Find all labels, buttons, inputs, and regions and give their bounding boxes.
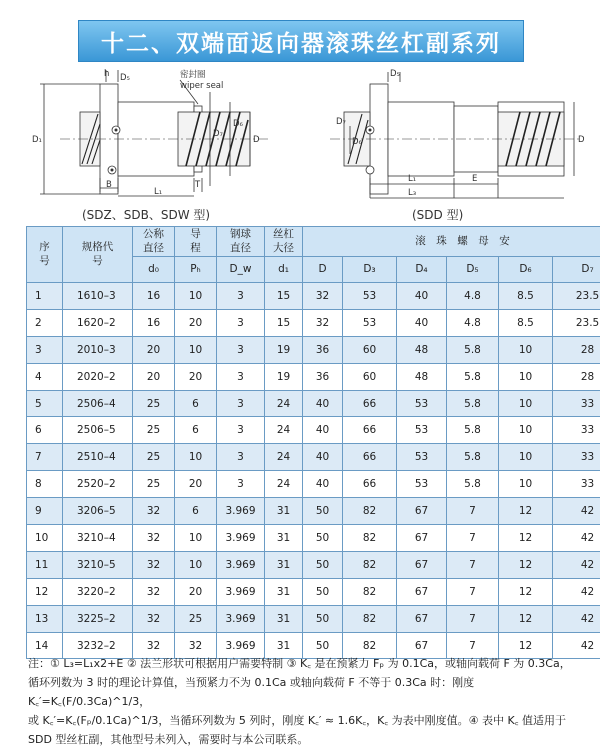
label-L1: L₁	[408, 174, 417, 184]
table-cell: 82	[343, 551, 397, 578]
spec-table	[26, 226, 600, 659]
table-cell: 15	[265, 309, 303, 336]
table-cell: 1	[27, 283, 63, 310]
label-D5: D₅	[120, 73, 130, 83]
table-cell: 5.8	[447, 336, 499, 363]
table-cell: 31	[265, 632, 303, 659]
table-cell: 4	[27, 363, 63, 390]
table-cell: 40	[397, 283, 447, 310]
table-cell: 31	[265, 551, 303, 578]
table-cell: 3	[217, 363, 265, 390]
table-cell: 9	[27, 498, 63, 525]
table-cell: 82	[343, 498, 397, 525]
table-cell: 19	[265, 363, 303, 390]
table-cell: 2510–4	[63, 444, 133, 471]
table-cell: 7	[447, 578, 499, 605]
table-cell: 42	[553, 578, 600, 605]
table-cell: 2	[27, 309, 63, 336]
table-cell: 10	[499, 417, 553, 444]
table-cell: 3225–2	[63, 605, 133, 632]
table-row	[27, 525, 600, 552]
table-cell: 12	[499, 578, 553, 605]
table-cell: 14	[27, 632, 63, 659]
table-cell: 12	[499, 525, 553, 552]
table-cell: 5.8	[447, 363, 499, 390]
table-row	[27, 498, 600, 525]
table-cell: 7	[27, 444, 63, 471]
table-cell: 53	[397, 471, 447, 498]
table-cell: 40	[303, 417, 343, 444]
table-cell: 10	[175, 525, 217, 552]
right-diagram-caption: (SDD 型)	[412, 208, 464, 222]
table-cell: 3.969	[217, 525, 265, 552]
header-sym-d0: d₀	[133, 257, 175, 283]
label-D5: D₅	[390, 69, 400, 79]
table-cell: 48	[397, 363, 447, 390]
spec-table-body	[27, 283, 600, 659]
table-cell: 6	[175, 390, 217, 417]
table-cell: 25	[175, 605, 217, 632]
page-title: 十二、双端面返向器滚珠丝杠副系列	[78, 20, 524, 62]
table-cell: 24	[265, 390, 303, 417]
table-cell: 66	[343, 471, 397, 498]
table-cell: 2020–2	[63, 363, 133, 390]
header-dw: 钢球直径	[217, 227, 265, 257]
table-cell: 10	[499, 363, 553, 390]
table-cell: 25	[133, 417, 175, 444]
table-cell: 67	[397, 525, 447, 552]
table-cell: 10	[499, 444, 553, 471]
table-cell: 16	[133, 283, 175, 310]
table-cell: 36	[303, 336, 343, 363]
table-cell: 3.969	[217, 551, 265, 578]
table-cell: 50	[303, 498, 343, 525]
table-cell: 2010–3	[63, 336, 133, 363]
table-cell: 33	[553, 390, 600, 417]
table-cell: 3.969	[217, 632, 265, 659]
table-row	[27, 309, 600, 336]
table-cell: 32	[133, 632, 175, 659]
table-cell: 8.5	[499, 309, 553, 336]
header-sym-D3: D₃	[343, 257, 397, 283]
label-D7: D₇	[336, 117, 346, 127]
label-L1: L₁	[154, 187, 163, 197]
table-cell: 12	[499, 632, 553, 659]
table-cell: 24	[265, 471, 303, 498]
label-D: D	[578, 135, 585, 145]
table-cell: 31	[265, 605, 303, 632]
table-cell: 82	[343, 605, 397, 632]
table-cell: 20	[175, 471, 217, 498]
table-row	[27, 363, 600, 390]
table-cell: 10	[499, 390, 553, 417]
table-cell: 42	[553, 632, 600, 659]
table-cell: 67	[397, 551, 447, 578]
table-cell: 3	[217, 444, 265, 471]
table-cell: 5.8	[447, 444, 499, 471]
table-cell: 23.5	[553, 309, 600, 336]
table-cell: 3	[217, 417, 265, 444]
header-sym-D4: D₄	[397, 257, 447, 283]
header-sym-d1: d₁	[265, 257, 303, 283]
table-cell: 19	[265, 336, 303, 363]
table-cell: 10	[175, 283, 217, 310]
table-row	[27, 444, 600, 471]
table-cell: 5.8	[447, 417, 499, 444]
table-cell: 48	[397, 336, 447, 363]
table-row	[27, 390, 600, 417]
header-code: 规格代号	[63, 227, 133, 283]
table-cell: 20	[175, 309, 217, 336]
table-cell: 5.8	[447, 390, 499, 417]
table-cell: 7	[447, 605, 499, 632]
header-sym-D: D	[303, 257, 343, 283]
label-B: B	[106, 180, 112, 190]
header-ph: 导程	[175, 227, 217, 257]
table-cell: 6	[175, 417, 217, 444]
table-cell: 32	[303, 309, 343, 336]
table-row	[27, 605, 600, 632]
table-cell: 3210–5	[63, 551, 133, 578]
table-cell: 32	[133, 525, 175, 552]
header-no: 序号	[27, 227, 63, 283]
table-cell: 1610–3	[63, 283, 133, 310]
table-cell: 40	[397, 309, 447, 336]
table-cell: 82	[343, 525, 397, 552]
table-cell: 3	[217, 390, 265, 417]
table-cell: 66	[343, 417, 397, 444]
table-cell: 40	[303, 444, 343, 471]
table-cell: 12	[499, 605, 553, 632]
header-nut: 滚 珠 螺 母 安	[303, 227, 600, 257]
label-L3: L₃	[408, 188, 417, 198]
table-cell: 42	[553, 551, 600, 578]
table-cell: 3210–4	[63, 525, 133, 552]
note-line-2: 循环列数为 3 时的理论计算值，当预紧力不为 0.1Ca 或轴向载荷 F 不等于 0.3Ca 时：刚度 K꜀′=K꜀(F/0.3Ca)^1/3，	[28, 676, 475, 708]
table-cell: 25	[133, 390, 175, 417]
table-cell: 2506–5	[63, 417, 133, 444]
header-sym-ph: Pₕ	[175, 257, 217, 283]
table-cell: 3206–5	[63, 498, 133, 525]
table-row	[27, 417, 600, 444]
table-cell: 4.8	[447, 309, 499, 336]
table-cell: 32	[133, 578, 175, 605]
label-D6: D₆	[233, 119, 243, 129]
table-cell: 20	[175, 363, 217, 390]
table-cell: 5	[27, 390, 63, 417]
table-cell: 3.969	[217, 605, 265, 632]
label-E: E	[472, 174, 478, 184]
table-cell: 3.969	[217, 578, 265, 605]
table-cell: 50	[303, 605, 343, 632]
table-row	[27, 471, 600, 498]
table-row	[27, 578, 600, 605]
table-cell: 40	[303, 390, 343, 417]
table-cell: 24	[265, 444, 303, 471]
table-cell: 10	[499, 471, 553, 498]
table-cell: 4.8	[447, 283, 499, 310]
table-cell: 8.5	[499, 283, 553, 310]
table-cell: 60	[343, 363, 397, 390]
header-sym-D7: D₇	[553, 257, 600, 283]
table-cell: 82	[343, 632, 397, 659]
table-cell: 10	[499, 336, 553, 363]
table-cell: 31	[265, 578, 303, 605]
table-cell: 1620–2	[63, 309, 133, 336]
table-cell: 20	[133, 363, 175, 390]
table-cell: 66	[343, 390, 397, 417]
table-row	[27, 283, 600, 310]
table-cell: 25	[133, 471, 175, 498]
table-cell: 32	[133, 551, 175, 578]
table-cell: 50	[303, 551, 343, 578]
label-D7: D₇	[213, 129, 223, 139]
table-cell: 25	[133, 444, 175, 471]
table-cell: 32	[133, 498, 175, 525]
table-cell: 3	[27, 336, 63, 363]
table-cell: 3	[217, 283, 265, 310]
table-cell: 36	[303, 363, 343, 390]
table-cell: 32	[133, 605, 175, 632]
right-diagram	[300, 66, 590, 206]
header-sym-dw: D_w	[217, 257, 265, 283]
note-line-3: 或 K꜀′=K꜀(Fₚ/0.1Ca)^1/3，当循环列数为 5 列时，刚度 K꜀′ ≈ 1.6K꜀，K꜀ 为表中刚度值。④ 表中 K꜀ 值适用于	[28, 714, 567, 727]
table-cell: 33	[553, 417, 600, 444]
header-sym-D6: D₆	[499, 257, 553, 283]
table-cell: 2506–4	[63, 390, 133, 417]
table-cell: 50	[303, 525, 343, 552]
table-cell: 31	[265, 525, 303, 552]
table-cell: 32	[303, 283, 343, 310]
table-cell: 42	[553, 605, 600, 632]
header-d0: 公称直径	[133, 227, 175, 257]
table-cell: 53	[397, 417, 447, 444]
table-cell: 3.969	[217, 498, 265, 525]
left-diagram-caption: (SDZ、SDB、SDW 型)	[82, 208, 211, 222]
label-D: D	[253, 135, 260, 145]
table-cell: 3	[217, 336, 265, 363]
table-cell: 11	[27, 551, 63, 578]
table-cell: 3	[217, 471, 265, 498]
header-sym-D5: D₅	[447, 257, 499, 283]
label-D6: D₆	[352, 137, 362, 147]
table-cell: 8	[27, 471, 63, 498]
table-row	[27, 336, 600, 363]
header-d1: 丝杠大径	[265, 227, 303, 257]
seal-label-cn: 密封圈	[180, 70, 206, 80]
table-cell: 20	[175, 578, 217, 605]
note-line-4: SDD 型丝杠副，其他型号未列入，需要时与本公司联系。	[28, 733, 309, 746]
table-cell: 16	[133, 309, 175, 336]
left-diagram	[20, 66, 280, 206]
table-cell: 28	[553, 336, 600, 363]
table-cell: 20	[133, 336, 175, 363]
table-cell: 40	[303, 471, 343, 498]
table-cell: 50	[303, 632, 343, 659]
table-cell: 82	[343, 578, 397, 605]
table-cell: 10	[27, 525, 63, 552]
note-line-1: 注：① L₃=L₁x2+E ② 法兰形状可根据用户需要特制 ③ K꜀ 是在预紧力 Fₚ 为 0.1Ca，或轴向载荷 F 为 0.3Ca，	[28, 657, 571, 670]
table-cell: 32	[175, 632, 217, 659]
table-cell: 6	[27, 417, 63, 444]
table-cell: 2520–2	[63, 471, 133, 498]
table-cell: 53	[343, 283, 397, 310]
table-cell: 10	[175, 551, 217, 578]
table-cell: 66	[343, 444, 397, 471]
table-cell: 50	[303, 578, 343, 605]
table-cell: 7	[447, 632, 499, 659]
label-h: h	[104, 69, 110, 79]
table-cell: 3232–2	[63, 632, 133, 659]
table-cell: 60	[343, 336, 397, 363]
seal-label-en: wiper seal	[180, 81, 224, 91]
table-cell: 24	[265, 417, 303, 444]
table-cell: 12	[499, 498, 553, 525]
table-cell: 53	[397, 390, 447, 417]
table-cell: 53	[343, 309, 397, 336]
table-cell: 67	[397, 632, 447, 659]
table-cell: 31	[265, 498, 303, 525]
table-cell: 33	[553, 471, 600, 498]
table-cell: 67	[397, 578, 447, 605]
label-D1: D₁	[32, 135, 42, 145]
table-cell: 13	[27, 605, 63, 632]
table-cell: 6	[175, 498, 217, 525]
table-cell: 12	[27, 578, 63, 605]
label-T: T	[195, 180, 201, 190]
table-cell: 12	[499, 551, 553, 578]
table-cell: 23.5	[553, 283, 600, 310]
table-cell: 10	[175, 336, 217, 363]
table-cell: 3	[217, 309, 265, 336]
table-cell: 28	[553, 363, 600, 390]
table-cell: 3220–2	[63, 578, 133, 605]
table-cell: 5.8	[447, 471, 499, 498]
table-cell: 42	[553, 525, 600, 552]
table-cell: 7	[447, 525, 499, 552]
table-cell: 7	[447, 498, 499, 525]
table-cell: 33	[553, 444, 600, 471]
table-row	[27, 551, 600, 578]
table-cell: 7	[447, 551, 499, 578]
table-cell: 67	[397, 498, 447, 525]
table-cell: 15	[265, 283, 303, 310]
table-cell: 53	[397, 444, 447, 471]
table-cell: 42	[553, 498, 600, 525]
table-cell: 10	[175, 444, 217, 471]
notes	[28, 654, 584, 749]
table-cell: 67	[397, 605, 447, 632]
